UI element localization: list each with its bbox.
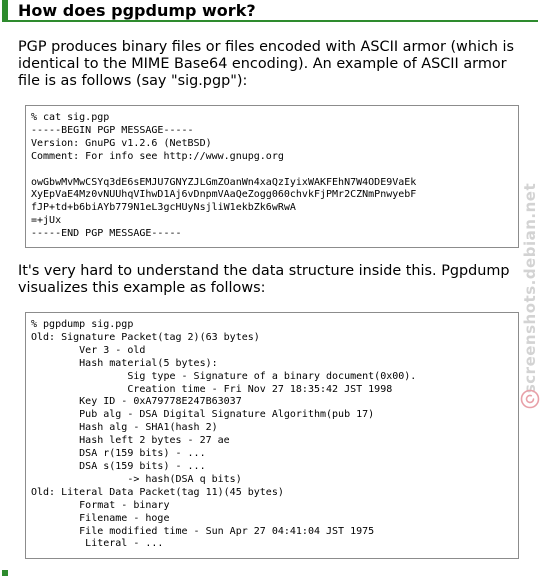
explanation-paragraph: It's very hard to understand the data structure inside this. Pgpdump visualizes this example as follows:: [18, 263, 510, 296]
debian-swirl-icon: [520, 389, 540, 409]
section-title: How does pgpdump work?: [18, 1, 256, 20]
dump-example-code: % pgpdump sig.pgp Old: Signature Packet(tag 2)(63 bytes) Ver 3 - old Hash material(5 bytes): Sig type - Signature of a binary document(0x00). Creation time - Fri Nov 27 18:35:42 JST 1998 Key ID - 0xA79778E247B63037 Pub alg - DSA Digital Signature Algorithm(pub 17) Hash alg - SHA1(hash 2) Hash left 2 bytes - 27 ae DSA r(159 bits) - ... DSA s(159 bits) - ... -> hash(DSA q bits) Old: Literal Data Packet(tag 11)(45 bytes) Format - binary Filename - hoge File modified time - Sun Apr 27 04:41:04 JST 1975 Literal - ...: [31, 319, 417, 550]
intro-paragraph: PGP produces binary files or files encoded with ASCII armor (which is identical to the MIME Base64 encoding). An example of ASCII armor file is as follows (say "sig.pgp"):: [18, 39, 515, 89]
next-section-marker: [2, 570, 8, 576]
armor-example-box: [25, 105, 519, 248]
dump-example-box: [25, 312, 519, 559]
watermark-text: screenshots.debian.net: [521, 182, 539, 394]
armor-example-code: % cat sig.pgp -----BEGIN PGP MESSAGE----- Version: GnuPG v1.2.6 (NetBSD) Comment: For info see http://www.gnupg.org owGbwMvMwCSYq3dE6sEMJU7GNYZJLGmZOanWn4xaQzIyixWAKFEhN7W4ODE9VaEk XyEpVaE4Mz0vNUUhqVIhwD1Aj6vDnpmVAaQeZogg060chvkFjPMr2CZNmPnwyebF fJP+td+b6biAYb779N1eL3gcHUyNsjliW1ekbZk6wRwA =+jUx -----END PGP MESSAGE-----: [31, 112, 417, 240]
section-heading: [2, 0, 538, 22]
